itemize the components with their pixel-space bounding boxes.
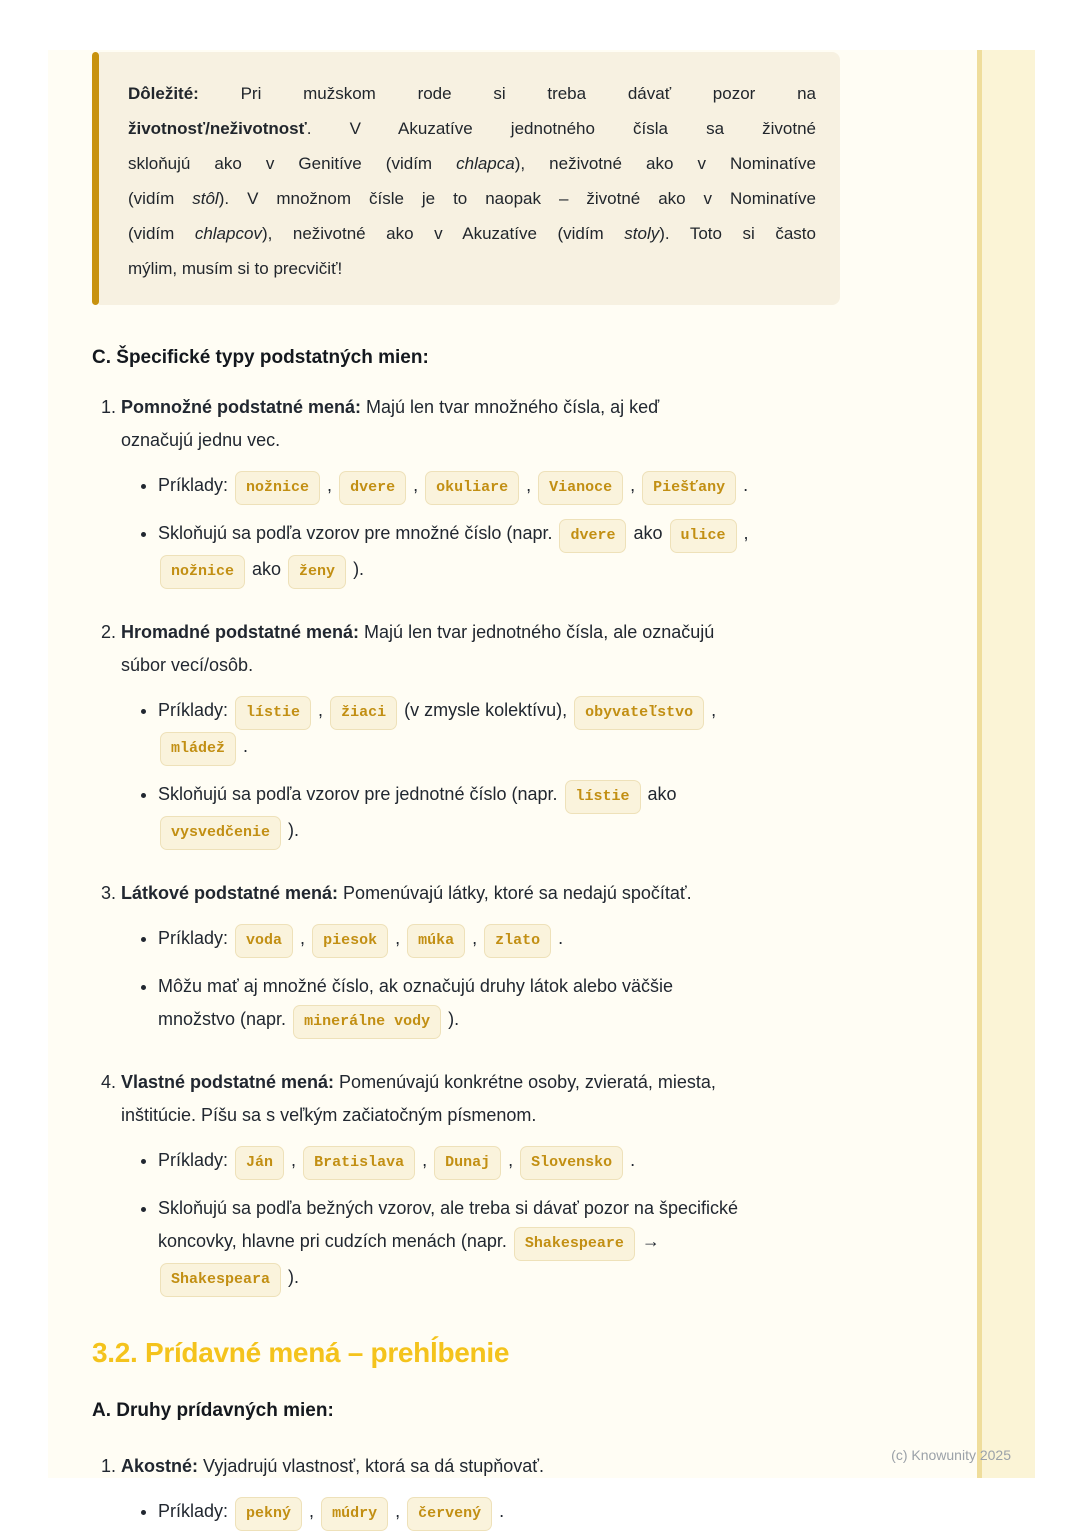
bullet-item: • Príklady: lístie , žiaci (v zmysle kolektívu), obyvateľstvo , mládež . <box>158 694 840 766</box>
example-code-chip: Ján <box>235 1146 284 1180</box>
example-code-chip: pekný <box>235 1497 302 1531</box>
bullet-item: • Príklady: pekný , múdry , červený . <box>158 1495 840 1531</box>
bullet-item: • Skloňujú sa podľa vzorov pre množné číslo (napr. dvere ako ulice , nožnice ako ženy ). <box>158 517 840 589</box>
example-code-chip: nožnice <box>235 471 320 505</box>
bullet-item: • Príklady: nožnice , dvere , okuliare , Vianoce , Piešťany . <box>158 469 840 505</box>
example-code-chip: mládež <box>160 732 236 766</box>
page-edge-stripe <box>977 50 1035 1478</box>
bullet-list <box>121 1495 840 1531</box>
numbered-item <box>121 1066 840 1297</box>
example-code-chip: Shakespeara <box>160 1263 281 1297</box>
example-code-chip: minerálne vody <box>293 1005 441 1039</box>
example-code-chip: múka <box>407 924 465 958</box>
bullet-item: • Môžu mať aj množné číslo, ak označujú druhy látok alebo väčšie množstvo (napr. minerálne vody ). <box>158 970 840 1039</box>
example-code-chip: ženy <box>288 555 346 589</box>
example-code-chip: zlato <box>484 924 551 958</box>
example-code-chip: dvere <box>559 519 626 553</box>
example-code-chip: Slovensko <box>520 1146 623 1180</box>
example-code-chip: vysvedčenie <box>160 816 281 850</box>
example-code-chip: Vianoce <box>538 471 623 505</box>
item-definition: 1. Akostné: Vyjadrujú vlastnosť, ktorá sa dá stupňovať. <box>121 1456 545 1476</box>
numbered-item <box>121 616 840 850</box>
example-code-chip: okuliare <box>425 471 519 505</box>
example-code-chip: Bratislava <box>303 1146 415 1180</box>
bullet-list <box>121 1144 840 1297</box>
example-code-chip: Piešťany <box>642 471 736 505</box>
example-code-chip: lístie <box>235 696 311 730</box>
item-definition: 1. Pomnožné podstatné mená: Majú len tvar množného čísla, aj keď označujú jednu vec. <box>121 397 660 450</box>
section-heading-c: C. Špecifické typy podstatných mien: <box>92 347 429 368</box>
callout-text-line: (vidím stôl). V množnom čísle je to naopak – životné ako v Nominatíve <box>128 189 817 208</box>
example-code-chip: obyvateľstvo <box>574 696 704 730</box>
callout-accent-bar <box>92 52 99 305</box>
chapter-heading-adjectives: 3.2. Prídavné mená – prehĺbenie <box>92 1337 510 1368</box>
bullet-item: • Príklady: Ján , Bratislava , Dunaj , Slovensko . <box>158 1144 840 1180</box>
document-content <box>92 50 840 1531</box>
numbered-item <box>121 1450 840 1531</box>
bullet-item: • Skloňujú sa podľa vzorov pre jednotné číslo (napr. lístie ako vysvedčenie ). <box>158 778 840 850</box>
bullet-item: • Skloňujú sa podľa bežných vzorov, ale treba si dávať pozor na špecifické koncovky, hlavne pri cudzích menách (napr. Shakespeare → Shakespeara ). <box>158 1192 840 1297</box>
example-code-chip: Dunaj <box>434 1146 501 1180</box>
example-code-chip: voda <box>235 924 293 958</box>
item-definition: 3. Látkové podstatné mená: Pomenúvajú látky, ktoré sa nedajú spočítať. <box>121 883 692 903</box>
important-callout <box>92 52 840 305</box>
example-code-chip: dvere <box>339 471 406 505</box>
example-code-chip: Shakespeare <box>514 1227 635 1261</box>
example-code-chip: nožnice <box>160 555 245 589</box>
example-code-chip: piesok <box>312 924 388 958</box>
noun-types-list <box>92 391 840 1297</box>
callout-text-line: mýlim, musím si to precvičiť! <box>128 259 343 278</box>
example-code-chip: žiaci <box>330 696 397 730</box>
example-code-chip: ulice <box>670 519 737 553</box>
callout-text-line: životnosť/neživotnosť. V Akuzatíve jednotného čísla sa životné <box>128 119 816 138</box>
bullet-list <box>121 469 840 589</box>
copyright-footer: (c) Knowunity 2025 <box>891 1447 1011 1463</box>
numbered-item <box>121 877 840 1039</box>
callout-text <box>99 52 840 305</box>
bullet-item: • Príklady: voda , piesok , múka , zlato . <box>158 922 840 958</box>
item-definition: 2. Hromadné podstatné mená: Majú len tvar jednotného čísla, ale označujú súbor vecí/osôb. <box>121 622 715 675</box>
bullet-list <box>121 922 840 1039</box>
section-heading-a: A. Druhy prídavných mien: <box>92 1400 334 1421</box>
item-definition: 4. Vlastné podstatné mená: Pomenúvajú konkrétne osoby, zvieratá, miesta, inštitúcie. Píšu sa s veľkým začiatočným písmenom. <box>121 1072 716 1125</box>
document-page <box>48 50 1035 1522</box>
example-code-chip: lístie <box>565 780 641 814</box>
numbered-item <box>121 391 840 589</box>
bullet-list <box>121 694 840 850</box>
callout-text-line: (vidím chlapcov), neživotné ako v Akuzatíve (vidím stoly). Toto si často <box>128 224 816 243</box>
adjective-types-list <box>92 1450 840 1531</box>
callout-text-line: skloňujú ako v Genitíve (vidím chlapca), neživotné ako v Nominatíve <box>128 154 816 173</box>
example-code-chip: červený <box>407 1497 492 1531</box>
callout-text-line: Dôležité: Pri mužskom rode si treba dávať pozor na <box>128 84 816 103</box>
example-code-chip: múdry <box>321 1497 388 1531</box>
